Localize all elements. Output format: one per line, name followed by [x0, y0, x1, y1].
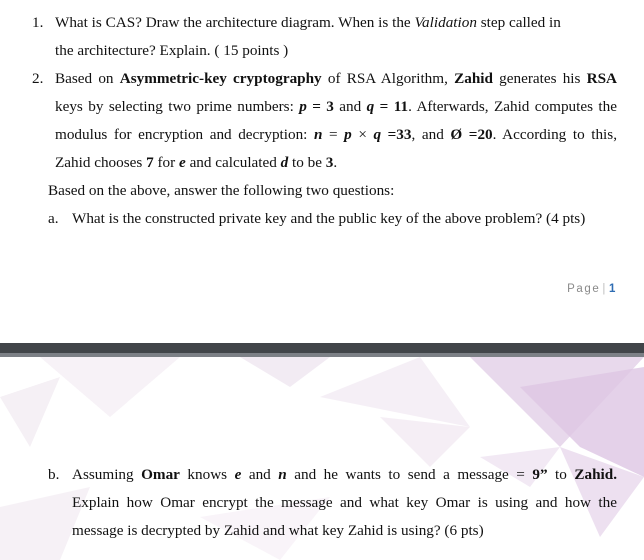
q2-line-2: keys by selecting two prime numbers: p = 3 and q = 11. Afterwards, Zahid computes the — [55, 98, 617, 115]
qb-line-2: Explain how Omar encrypt the message and what key Omar is using and how the — [72, 494, 617, 511]
q2-number: 2. — [32, 70, 44, 87]
document-page-2 — [0, 357, 644, 560]
q2-line-3: modulus for encryption and decryption: n = p × q =33, and Ø =20. According to this, — [55, 126, 617, 143]
intro-text: Based on the above, answer the following two questions: — [48, 182, 395, 199]
q2-line-4: Zahid chooses 7 for e and calculated d to be 3. — [55, 154, 338, 171]
qb-line-3: message is decrypted by Zahid and what key Zahid is using? (6 pts) — [72, 522, 484, 539]
qb-line-1: Assuming Omar knows e and n and he wants to send a message = 9” to Zahid. — [72, 466, 617, 483]
page-number-footer: Page | 1 — [567, 283, 617, 295]
q1-number: 1. — [32, 14, 44, 31]
page-break-bar — [0, 343, 644, 353]
qa-text: What is the constructed private key and the public key of the above problem? (4 pts) — [72, 210, 586, 227]
q1-line-2: the architecture? Explain. ( 15 points ) — [55, 42, 289, 59]
qa-label: a. — [48, 210, 59, 227]
q1-line-1: What is CAS? Draw the architecture diagram. When is the Validation step called in — [55, 14, 561, 31]
qb-label: b. — [48, 466, 60, 483]
q2-line-1: Based on Asymmetric-key cryptography of RSA Algorithm, Zahid generates his RSA — [55, 70, 618, 87]
